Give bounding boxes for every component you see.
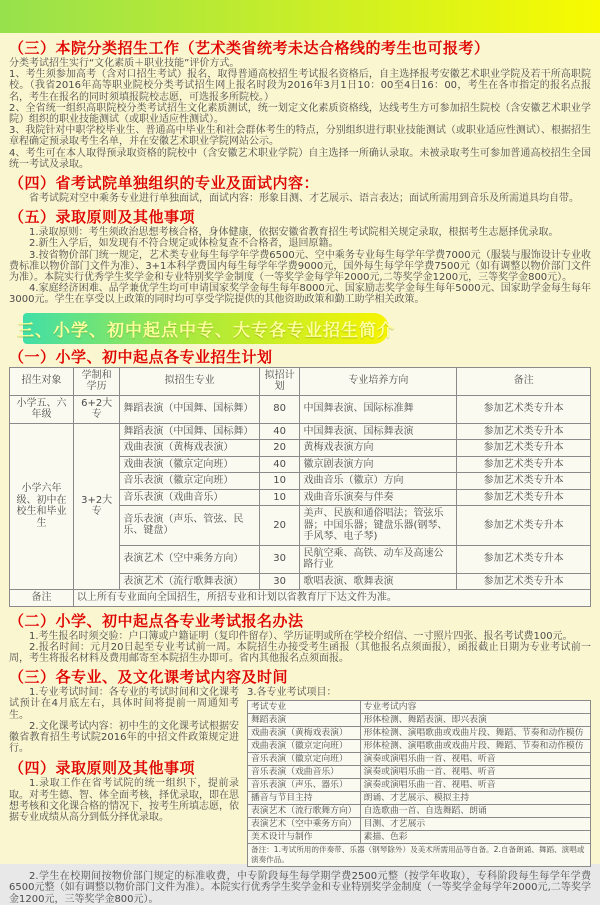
apply-item-2: 2.报名时间：元月20日起至专业考试前一周。本院招生办接受考生函报（其他报名点须面报），函报截止日期为专业考试前一周，考生将报名材料及费用邮寄至本院招生办即可。省内其他报名点须面报。 bbox=[9, 641, 591, 665]
cell-direction: 美声、民族和通俗唱法；管弦乐器；中国乐器；键盘乐器(钢琴、手风琴、电子琴) bbox=[300, 506, 457, 546]
cell-major: 戏曲表演（黄梅戏表演） bbox=[120, 440, 259, 457]
apply-section-heading: （二）小学、初中起点各专业考试报名办法 bbox=[9, 611, 304, 630]
cell-exam-content: 朗诵、才艺展示、模拟主持 bbox=[360, 792, 590, 805]
header-major: 拟招生专业 bbox=[120, 367, 259, 395]
classified-item-2: 2、全省统一组织高职院校分类考试招生文化素质测试，统一划定文化素质资格线，达线考生方可参加招生院校（含安徽艺术职业学院）组织的职业技能测试（或职业适应性测试）。 bbox=[9, 102, 591, 126]
admission-top-item-4: 4.家庭经济困难、品学兼优学生均可申请国家奖学金每生每年8000元、国家励志奖学金每生每年5000元、国家助学金每生每年3000元。学生在享受以上政策的同时均可享受学院提供的其他资助政策和勤工助学相关政策。 bbox=[9, 283, 591, 306]
cell-direction: 黄梅戏表演方向 bbox=[300, 440, 457, 457]
cell-exam-content: 形体检测、演唱歌曲或戏曲片段、舞蹈、节奏和动作模仿 bbox=[360, 727, 590, 740]
classified-item-1: 1、考生须参加高考（含对口招生考试）报名，取得普通高校招生考试报名资格后，自主选择报考安徽艺术职业学院及若干所高职院校。（我省2016年高等职业院校分类考试招生网上报名时段为2016年3月1日10：00至4日16：00，考生在各市指定的报名点报名，考生在报名的同时须填报院校志愿，可选报多所院校。） bbox=[9, 69, 591, 103]
table-row bbox=[248, 792, 591, 805]
cell-direction: 中国舞表演、国际标准舞 bbox=[300, 395, 457, 423]
cell-major: 音乐表演（戏曲音乐） bbox=[120, 489, 259, 506]
exam-subjects-table bbox=[247, 700, 591, 867]
cell-direction: 戏曲音乐（徽京）方向 bbox=[300, 473, 457, 490]
cell-exam-content: 演奏或演唱乐曲一首、视唱、听音 bbox=[360, 766, 590, 779]
cell-target: 小学五、六年级 bbox=[10, 395, 74, 423]
cell-exam-content: 素描、色彩 bbox=[360, 831, 590, 844]
exam-table-footer-row bbox=[248, 844, 591, 867]
cell-exam-content: 自选歌曲一首、自选舞蹈、朗诵 bbox=[360, 805, 590, 818]
cell-exam-content: 形体检测、演唱歌曲或戏曲片段、舞蹈、节奏和动作模仿 bbox=[360, 740, 590, 753]
exam-right-column bbox=[247, 687, 591, 867]
cell-plan: 30 bbox=[259, 545, 300, 573]
table-row bbox=[248, 753, 591, 766]
flyer-content bbox=[0, 33, 600, 905]
cell-plan: 10 bbox=[259, 489, 300, 506]
exam-two-column-area bbox=[9, 687, 591, 867]
cell-major: 音乐表演（声乐、管弦、民乐、键盘） bbox=[120, 506, 259, 546]
cell-exam-major: 表演艺术（流行歌舞方向） bbox=[248, 805, 361, 818]
cell-target-merged: 小学六年级、初中在校生和毕业生 bbox=[10, 423, 74, 590]
exam-left-item-1: 1.专业考试时间：各专业的考试时间和文化课考试预计在4月底左右，具体时间将提前一周通知考生。 bbox=[9, 687, 239, 721]
plan-table-header-row bbox=[10, 367, 591, 395]
footer-text: 以上所有专业面向全国招生，所招专业和计划以省教育厅下达文件为准。 bbox=[73, 590, 590, 607]
cell-exam-major: 音乐表演（徽京定向班） bbox=[248, 753, 361, 766]
table-row bbox=[248, 831, 591, 844]
cell-plan: 40 bbox=[259, 456, 300, 473]
table-row bbox=[248, 740, 591, 753]
plan-table-footer-row bbox=[10, 590, 591, 607]
apply-item-1: 1.考生报名时须交验：户口簿或户籍证明（复印件留存）、学历证明或所在学校介绍信、一寸照片四张、报名考试费100元。 bbox=[29, 630, 573, 642]
exam-table-label: 3.各专业考试项目： bbox=[247, 687, 337, 699]
cell-exam-content: 演奏或演唱乐曲一首、视唱、听音 bbox=[360, 779, 590, 792]
cell-note: 参加艺术类专升本 bbox=[457, 395, 591, 423]
interview-body: 省考试院对空中乘务专业进行单独面试，面试内容：形象目测、才艺展示、语言表达；面试所需用到音乐及所需道具均自带。 bbox=[29, 193, 579, 205]
top-gradient-strip bbox=[0, 0, 600, 33]
table-row bbox=[248, 805, 591, 818]
table-row bbox=[248, 727, 591, 740]
admission-bottom-item-1: 1.录取工作在省考试院的统一组织下，提前录取。对考生德、智、体全面考核，择优录取，即在思想考核和文化课合格的情况下，按考生所填志愿，依据专业成绩从高分到低分择优录取。 bbox=[9, 778, 239, 824]
table-row bbox=[248, 779, 591, 792]
cell-note: 参加艺术类专升本 bbox=[457, 545, 591, 573]
classified-item-4: 4、考生可在本人取得预录取资格的院校中（含安徽艺术职业学院）自主选择一所确认录取。未被录取考生可参加普通高校招生全国统一考试及录取。 bbox=[9, 147, 591, 170]
cell-degree: 6+2大专 bbox=[73, 395, 119, 423]
cell-plan: 20 bbox=[259, 506, 300, 546]
cell-exam-major: 表演艺术（空中乘务方向） bbox=[248, 818, 361, 831]
cell-note: 参加艺术类专升本 bbox=[457, 473, 591, 490]
cell-degree-merged: 3+2大专 bbox=[73, 423, 119, 590]
cell-exam-major: 音乐表演（戏曲音乐） bbox=[248, 766, 361, 779]
cell-plan: 40 bbox=[259, 423, 300, 440]
cell-major: 表演艺术（流行歌舞表演） bbox=[120, 573, 259, 590]
exam-table-header-row bbox=[248, 701, 591, 714]
cell-exam-major: 音乐表演（声乐、器乐） bbox=[248, 779, 361, 792]
cell-note: 参加艺术类专升本 bbox=[457, 573, 591, 590]
exam-section-heading: （三）各专业、及文化课考试内容及时间 bbox=[9, 668, 289, 687]
cell-major: 舞蹈表演（中国舞、国标舞） bbox=[120, 423, 259, 440]
table-row bbox=[248, 766, 591, 779]
cell-exam-content: 演奏或演唱乐曲一首、视唱、听音 bbox=[360, 753, 590, 766]
classified-item-3: 3、我院针对中职学校毕业生、普通高中毕业生和社会群体考生的特点，分别组织进行职业技能测试（或职业适应性测试）、根据招生章程确定预录取考生名单，并在安徽艺术职业学院网站公示。 bbox=[9, 125, 591, 148]
classified-intro: 分类考试招生实行“文化素质＋职业技能”评价方式。 bbox=[9, 58, 240, 69]
cell-direction: 歌唱表演、歌舞表演 bbox=[300, 573, 457, 590]
cell-plan: 30 bbox=[259, 573, 300, 590]
admission-top-heading: （五）录取原则及其他事项 bbox=[9, 208, 196, 227]
header-exam-major: 考试专业 bbox=[248, 701, 361, 714]
classified-section-heading: （三）本院分类招生工作（艺术类省统考未达合格线的考生也可报考） bbox=[9, 39, 490, 57]
cell-exam-major: 播音与节目主持 bbox=[248, 792, 361, 805]
admission-top-item-1: 1.录取原则：考生须政治思想考核合格，身体健康，依据安徽省教育招生考试院相关规定录取，根据考生志愿择优录取。 bbox=[29, 227, 559, 239]
table-row bbox=[10, 395, 591, 423]
cell-direction: 民航空乘、高铁、动车及高速公路行业 bbox=[300, 545, 457, 573]
cell-major: 表演艺术（空中乘务方向） bbox=[120, 545, 259, 573]
cell-note: 参加艺术类专升本 bbox=[457, 456, 591, 473]
plan-section-heading: （一）小学、初中起点各专业招生计划 bbox=[9, 347, 273, 366]
cell-note: 参加艺术类专升本 bbox=[457, 423, 591, 440]
cell-direction: 中国舞表演、国标舞表演 bbox=[300, 423, 457, 440]
header-direction: 专业培养方向 bbox=[300, 367, 457, 395]
header-exam-content: 专业考试内容 bbox=[360, 701, 590, 714]
table-row bbox=[10, 423, 591, 440]
cell-direction: 戏曲音乐演奏与伴奏 bbox=[300, 489, 457, 506]
admission-bottom-item-2: 2.学生在校期间按物价部门规定的标准收费，中专阶段每生每学期学费2500元整（按学年收取），专科阶段每生每学年学费6500元整（如有调整以物价部门文件为准）。本院实行优秀学生奖学金和专业特别奖学金制度（一等奖学金每学年2000元,二等奖学金1200元，三等奖学金800元）。 bbox=[9, 871, 591, 905]
table-row bbox=[248, 714, 591, 727]
banner-title: 三、小学、初中起点中专、大专各专业招生简介 bbox=[17, 320, 395, 341]
cell-direction: 徽京剧表演方向 bbox=[300, 456, 457, 473]
cell-exam-major: 美术设计与制作 bbox=[248, 831, 361, 844]
cell-note: 参加艺术类专升本 bbox=[457, 489, 591, 506]
cell-plan: 80 bbox=[259, 395, 300, 423]
admission-top-item-2: 2.新生入学后，如发现有不符合规定或体检复查不合格者，退回原籍。 bbox=[29, 238, 339, 250]
header-plan: 拟招计划 bbox=[259, 367, 300, 395]
table-row bbox=[248, 818, 591, 831]
cell-exam-major: 舞蹈表演 bbox=[248, 714, 361, 727]
cell-plan: 10 bbox=[259, 473, 300, 490]
section-three-banner bbox=[17, 313, 395, 344]
header-note: 备注 bbox=[457, 367, 591, 395]
cell-exam-content: 目测、才艺展示 bbox=[360, 818, 590, 831]
cell-major: 音乐表演（徽京定向班） bbox=[120, 473, 259, 490]
header-degree: 学制和学历 bbox=[73, 367, 119, 395]
cell-exam-content: 形体检测、舞蹈表演、即兴表演 bbox=[360, 714, 590, 727]
exam-left-item-2: 2.文化课考试内容：初中生的文化课考试根据安徽省教育招生考试院2016年的中招文件政策规定进行。 bbox=[9, 720, 239, 755]
admission-top-item-3: 3.按省物价部门统一规定，艺术类专业每生每学年学费6500元、空中乘务专业每生每学年学费7000元（服装与服饰设计专业收费标准以物价部门文件为准）、3+1本科学费国内每生每学年学费9000元，国外每生每学年学费7500元（如有调整以物价部门文件为准）。本院实行优秀学生奖学金和专业特别奖学金制度（一等奖学金每学年2000元,二等奖学金1200元，三等奖学金800元）。 bbox=[9, 249, 591, 284]
cell-note: 参加艺术类专升本 bbox=[457, 506, 591, 546]
cell-exam-major: 戏曲表演（徽京定向班） bbox=[248, 740, 361, 753]
exam-footer-note: 备注：1.考试所用的伴奏带、乐器（钢琴除外）及美术所需用品等自备。2.自备朗诵、舞蹈、演唱或演奏作品。 bbox=[248, 844, 591, 867]
footer-label: 备注 bbox=[10, 590, 74, 607]
cell-major: 戏曲表演（徽京定向班） bbox=[120, 456, 259, 473]
cell-note: 参加艺术类专升本 bbox=[457, 440, 591, 457]
cell-plan: 20 bbox=[259, 440, 300, 457]
header-target: 招生对象 bbox=[10, 367, 74, 395]
enrollment-plan-table bbox=[9, 367, 591, 607]
cell-major: 舞蹈表演（中国舞、国标舞） bbox=[120, 395, 259, 423]
cell-exam-major: 戏曲表演（黄梅戏表演） bbox=[248, 727, 361, 740]
admission-bottom-heading: （四）录取原则及其他事项 bbox=[9, 759, 196, 778]
interview-section-heading: （四）省考试院单独组织的专业及面试内容： bbox=[9, 174, 320, 193]
exam-left-column bbox=[9, 687, 239, 867]
